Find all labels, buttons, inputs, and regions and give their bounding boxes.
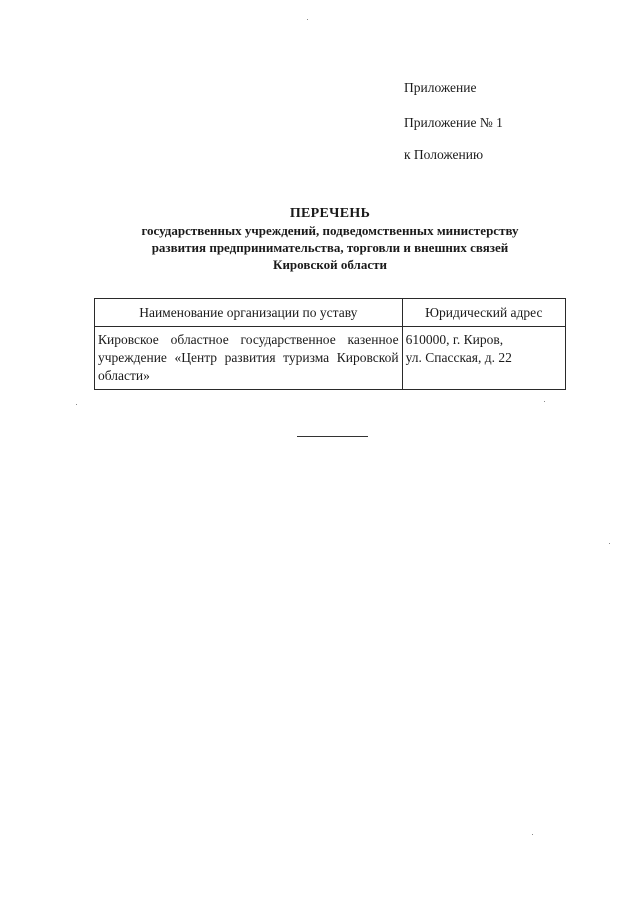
- title-main: ПЕРЕЧЕНЬ: [289, 206, 371, 221]
- table-header-row: [95, 299, 566, 327]
- organizations-table: [94, 298, 566, 390]
- organization-address-cell: [402, 327, 565, 390]
- title-line-1: государственных учреждений, подведомственных министерству: [141, 223, 519, 238]
- column-header-address: Юридический адрес: [402, 299, 565, 327]
- organization-name-cell: Кировское областное государственное казенное учреждение «Центр развития туризма Кировской области»: [95, 327, 403, 390]
- appendix-number: Приложение № 1: [404, 115, 503, 130]
- address-line-1: 610000, г. Киров,: [405, 332, 504, 347]
- end-divider: [297, 436, 368, 437]
- scan-speck: [609, 543, 610, 544]
- document-title: [80, 205, 580, 273]
- appendix-reference: к Положению: [404, 147, 484, 162]
- scan-speck: [532, 834, 533, 835]
- column-header-name: Наименование организации по уставу: [95, 299, 403, 327]
- scan-speck: [307, 19, 308, 20]
- scan-speck: [76, 404, 77, 405]
- title-line-2: развития предпринимательства, торговли и внешних связей: [151, 240, 509, 255]
- table-row: [95, 327, 566, 390]
- address-line-2: ул. Спасская, д. 22: [405, 350, 512, 365]
- scan-speck: [544, 401, 545, 402]
- appendix-label: Приложение: [404, 80, 477, 95]
- title-line-3: Кировской области: [273, 257, 387, 272]
